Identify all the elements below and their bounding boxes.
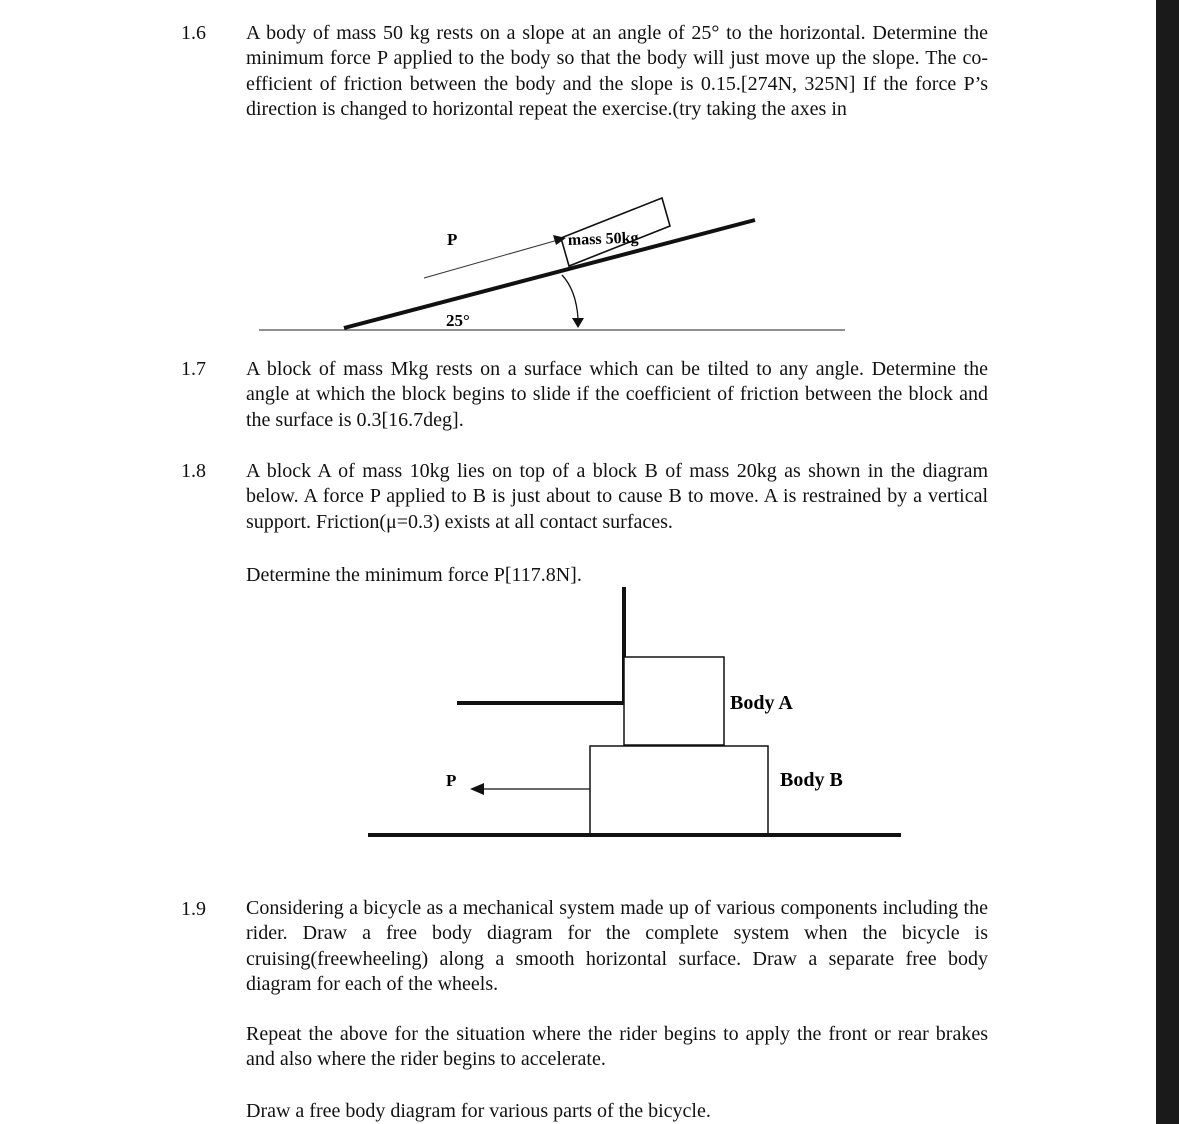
- question-1-6-text: A body of mass 50 kg rests on a slope at an angle of 25° to the horizontal. Determine the minimum force P applied to the body so that the body will just move up the slope. The co-efficient of friction between the body and the slope is 0.15.[274N, 325N] If the force P’s direction is changed to horizontal repeat the exercise.(try taking the axes in: [246, 22, 988, 120]
- question-1-7-text: A block of mass Mkg rests on a surface which can be tilted to any angle. Determine the angle at which the block begins to slide if the coefficient of friction between the block and the surface is 0.3[16.7deg].: [246, 358, 988, 431]
- body-a-block: [624, 657, 724, 745]
- mass-label: mass 50kg: [567, 229, 639, 249]
- question-1-9-text-2: Repeat the above for the situation where the rider begins to apply the front or rear brakes and also where the rider begins to accelerate.: [246, 1023, 988, 1071]
- angle-label: 25°: [446, 311, 470, 330]
- question-number-1-7: 1.7: [181, 358, 206, 380]
- body-b-label: Body B: [780, 769, 843, 791]
- question-number-1-6: 1.6: [181, 22, 206, 44]
- question-number-1-8: 1.8: [181, 460, 206, 482]
- force-p-arrowhead: [470, 783, 484, 795]
- question-1-9-text-3: Draw a free body diagram for various parts of the bicycle.: [246, 1100, 711, 1122]
- body-a-label: Body A: [730, 692, 793, 714]
- force-p-label: P: [446, 771, 457, 790]
- question-1-8-text-2: Determine the minimum force P[117.8N].: [246, 564, 582, 586]
- force-p-label: P: [447, 230, 458, 249]
- question-1-8-text: A block A of mass 10kg lies on top of a block B of mass 20kg as shown in the diagram below. A force P applied to B is just about to cause B to move. A is restrained by a vertical support. Friction(μ=0.3) exists at all contact surfaces.: [246, 460, 988, 533]
- question-1-9-text: Considering a bicycle as a mechanical system made up of various components including the rider. Draw a free body diagram for the complete system when the bicycle is cruising(freewheeling) along a smooth horizontal surface. Draw a separate free body diagram for each of the wheels.: [246, 897, 988, 995]
- question-number-1-9: 1.9: [181, 898, 206, 920]
- body-b-block: [590, 746, 768, 834]
